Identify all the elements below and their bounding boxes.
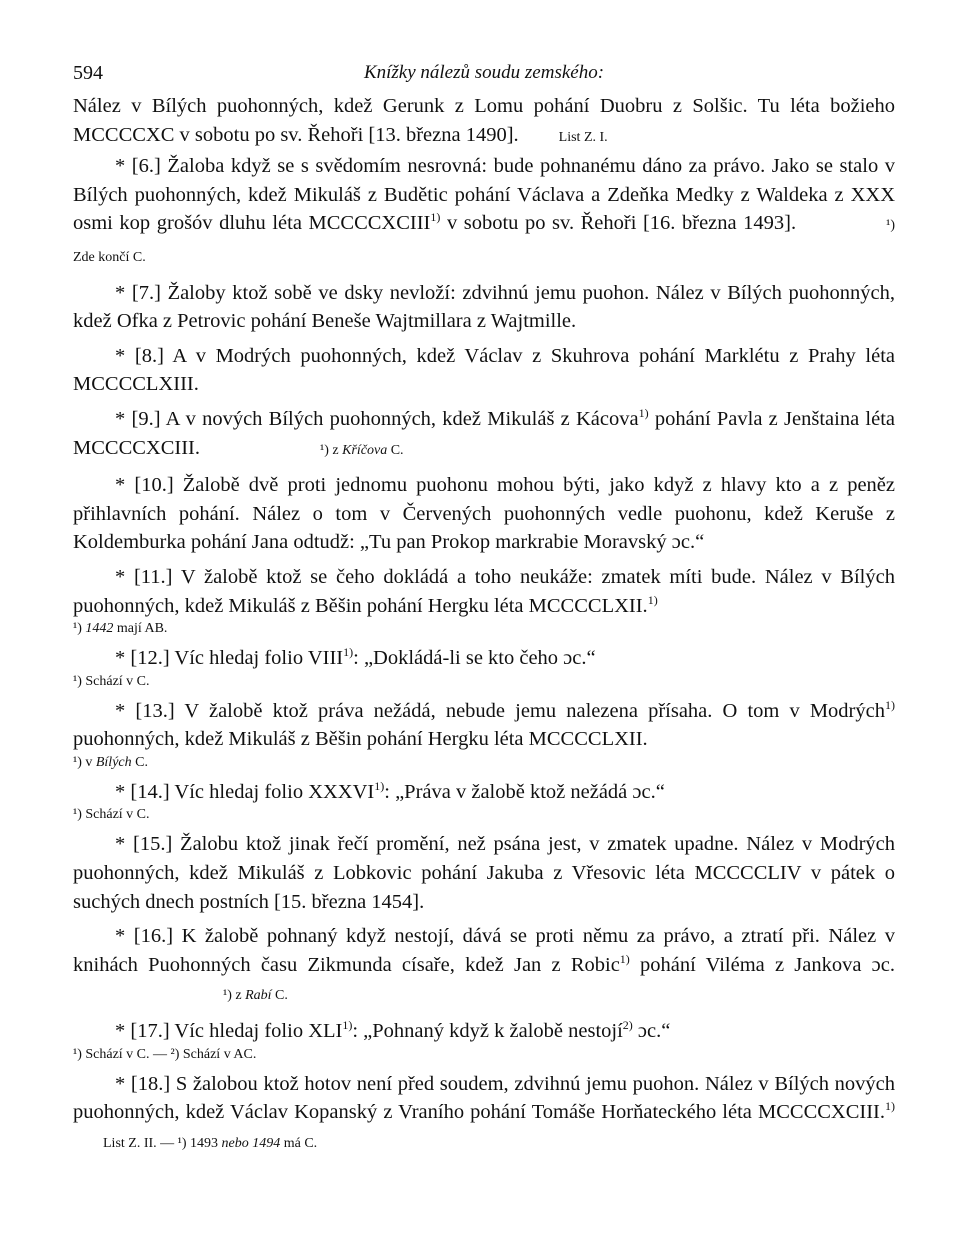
footnote-ref: 1) — [647, 592, 658, 607]
section-number: * [7.] — [115, 281, 161, 304]
section-text: A v Modrých puohonných, kdež Václav z Skuhrova pohání Marklétu z Prahy léta MCCCCLXIII. — [73, 344, 895, 396]
footnote-part: C. — [131, 754, 148, 770]
footnote-italic: nebo — [221, 1135, 249, 1151]
footnote: ¹) Schází v C. — [73, 807, 150, 823]
section-14 — [73, 778, 895, 807]
section-9 — [73, 405, 895, 465]
footnote-ref: 1) — [430, 210, 441, 225]
page-header — [73, 62, 895, 92]
footnote-part: List Z. II. — ¹) 1493 — [103, 1135, 222, 1151]
section-11 — [73, 563, 895, 620]
section-text: V žalobě ktož se čeho dokládá a toho neukáže: zmatek míti bude. Nález v Bílých puohonných, kdež Mikuláš z Běšin pohání Hergku léta MCCCCLXII. — [73, 565, 895, 617]
section-text-end: ɔc.“ — [632, 1020, 671, 1043]
paragraph-intro — [73, 92, 895, 152]
section-text-cont: pohání Viléma z Jankova ɔc. — [629, 953, 895, 976]
section-number: * [13.] — [115, 699, 175, 722]
section-text: Žaloby ktož sobě ve dsky nevloží: zdvihnú jemu puohon. Nález v Bílých puohonných, kdež Ofka z Petrovic pohání Beneše Wajtmillara z Wajtmille. — [73, 281, 896, 333]
page — [73, 62, 895, 1158]
section-number: * [17.] — [115, 1020, 170, 1043]
section-text: K žalobě pohnaný když nestojí, dává se proti němu za právo, a ztratí při. Nález v knihách Puohonných času Zikmunda císaře, kdež Jan z Robic — [73, 925, 895, 976]
section-text: V žalobě ktož práva nežádá, nebude jemu nalezena přísaha. O tom v Modrých — [184, 699, 885, 722]
footnote: ¹) Schází v C. — [73, 673, 150, 689]
section-text: Žalobu ktož jinak řečí promění, než psána jest, v zmatek upadne. Nález v Modrých puohonných, kdež Mikuláš z Lobkovic pohání Jakuba z Vřesovic léta MCCCCLIV v pátek o suchých dnech postních [15. března 1454]. — [73, 833, 895, 913]
section-13 — [73, 697, 895, 754]
footnote-part: C. — [271, 988, 288, 1004]
footnote — [320, 443, 404, 458]
section-7 — [73, 279, 895, 336]
footnote-ref: 1) — [342, 1018, 353, 1033]
section-text-cont: : „Dokládá-li se kto čeho ɔc.“ — [353, 647, 596, 670]
section-number: * [14.] — [115, 780, 170, 803]
section-number: * [9.] — [115, 407, 161, 430]
footnote-ref: 1) — [885, 697, 895, 712]
section-15 — [73, 830, 895, 916]
section-8 — [73, 342, 895, 399]
section-text: Víc hledaj folio XLI — [174, 1020, 343, 1043]
section-number: * [10.] — [115, 474, 174, 497]
footnote: ¹) Zde končí C. — [73, 218, 895, 265]
section-text-cont: v sobotu po sv. Řehoři [16. března 1493]. — [440, 212, 797, 235]
section-text: S žalobou ktož hotov není před soudem, zdvihnú jemu puohon. Nález v Bílých nových puohonných, kdež Václav Kopanský z Vraního pohání Tomáše Horňateckého léta MCCCCXCIII. — [73, 1072, 895, 1124]
footnote-part: má C. — [280, 1135, 318, 1151]
section-text: Žalobě dvě proti jednomu puohonu mohou býti, jako když z hlavy kto a z peněz přihlavních pohání. Nález o tom v Červených puohonných vedle puohonu, kdež Keruše z Koldemburka pohání Jana odtudž: „Tu pan Prokop markrabie Moravský ɔc.“ — [73, 474, 895, 554]
footnote-part: ¹) z — [320, 442, 343, 458]
section-10 — [73, 471, 895, 557]
section-text-cont: : „Pohnaný když k žalobě nestojí — [352, 1020, 623, 1043]
footnote: ¹) Schází v C. — ²) Schází v AC. — [73, 1046, 257, 1062]
footnote-part: ¹) z — [223, 988, 246, 1004]
footnote — [223, 988, 288, 1003]
footnote-ref: 1) — [619, 952, 630, 967]
section-18 — [73, 1070, 895, 1159]
section-text-cont: puohonných, kdež Mikuláš z Běšin pohání Hergku léta MCCCCLXII. — [73, 728, 648, 751]
section-number: * [18.] — [115, 1072, 171, 1095]
section-text: Žaloba když se s svědomím nesrovná: bude pohnanému dáno za právo. Jako se stalo v Bílých puohonných, kdež Mikuláš z Budětic pohání Václava a Zdeňka Medky z Waldeka z XXX osmi kop grošóv dluhu léta MCCCCXCIII — [73, 155, 896, 235]
section-text-cont: : „Práva v žalobě ktož nežádá ɔc.“ — [384, 780, 665, 803]
footnote-part: ¹) — [73, 621, 86, 637]
section-number: * [16.] — [115, 925, 174, 948]
footnote-italic: Bílých — [95, 754, 132, 770]
section-number: * [6.] — [115, 155, 161, 178]
section-6 — [73, 152, 895, 272]
section-17 — [73, 1017, 895, 1046]
footnote-italic: Rabí — [245, 988, 272, 1004]
footnote-part: C. — [387, 442, 404, 458]
section-number: * [15.] — [115, 833, 173, 856]
footnote — [103, 1136, 317, 1151]
footnote-part: mají AB. — [113, 621, 168, 637]
footnote-ref: 1) — [374, 779, 385, 794]
section-12 — [73, 644, 895, 673]
footnote-ref: 2) — [622, 1018, 633, 1033]
page-body — [73, 92, 895, 1158]
section-number: * [11.] — [115, 565, 173, 588]
section-number: * [8.] — [115, 344, 164, 367]
footnote — [73, 618, 895, 640]
footnote-ref: 1) — [638, 406, 649, 421]
section-number: * [12.] — [115, 647, 170, 670]
footnote-italic: Kříčova — [342, 442, 388, 458]
section-text: Víc hledaj folio XXXVI — [174, 780, 375, 803]
footnote-italic: 1494 — [248, 1135, 281, 1151]
footnote-part: ¹) v — [73, 754, 96, 770]
section-16 — [73, 922, 895, 1011]
footnote — [73, 752, 895, 774]
footnote-ref: 1) — [343, 645, 354, 660]
section-text: A v nových Bílých puohonných, kdež Mikuláš z Kácova — [165, 407, 639, 430]
section-text: Víc hledaj folio VIII — [174, 647, 344, 670]
paragraph-text: Nález v Bílých puohonných, kdež Gerunk z Lomu pohání Duobru z Solšic. Tu léta božieho MCCCCXC v sobotu po sv. Řehoři [13. března 1490]. — [73, 95, 895, 146]
footnote-italic: 1442 — [85, 621, 114, 637]
footnote-ref: 1) — [885, 1099, 895, 1114]
section-text-cont: pohání Pavla z Jenštaina léta MCCCCXCIII. — [73, 407, 895, 459]
margin-note: List Z. I. — [558, 129, 608, 145]
running-title: Knížky nálezů soudu zemského: — [363, 62, 605, 83]
page-number: 594 — [73, 62, 103, 84]
